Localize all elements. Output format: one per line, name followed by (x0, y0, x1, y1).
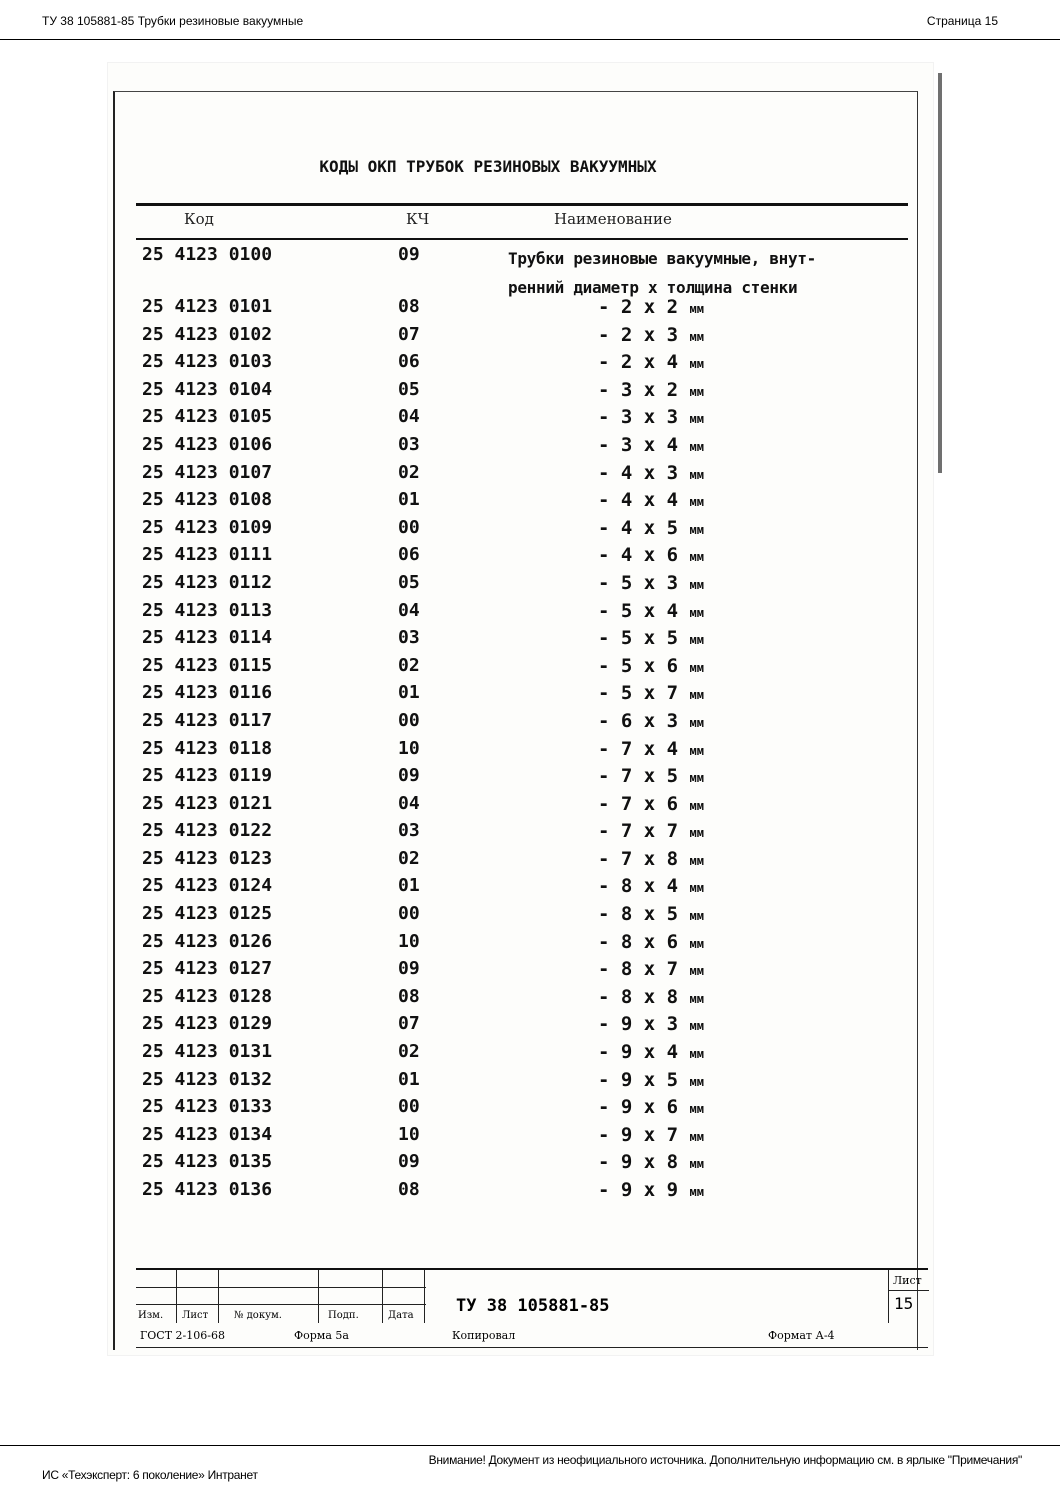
row-kch: 02 (398, 847, 420, 869)
row-size (598, 1124, 704, 1146)
table-row (108, 544, 908, 572)
row-code: 25 4123 0113 (142, 599, 273, 621)
first-row-name-line1: Трубки резиновые вакуумные, внут- (508, 249, 816, 268)
footer-notice: Внимание! Документ из неофициального источника. Дополнительную информацию см. в ярлыке "Примечания" (428, 1453, 1022, 1467)
row-size-value: - 8 x 7 (598, 958, 679, 981)
row-size (598, 903, 704, 925)
row-kch: 02 (398, 1041, 420, 1063)
row-kch: 05 (398, 378, 420, 400)
gost-label: ГОСТ 2-106-68 (140, 1329, 225, 1342)
row-code: 25 4123 0114 (142, 627, 273, 649)
row-size (598, 627, 704, 649)
row-kch: 01 (398, 1068, 420, 1090)
row-code: 25 4123 0116 (142, 682, 273, 704)
row-size-unit: мм (689, 964, 704, 979)
row-code: 25 4123 0102 (142, 323, 273, 345)
row-code: 25 4123 0115 (142, 654, 273, 676)
row-size (598, 848, 704, 870)
row-size (598, 986, 704, 1008)
header-rule-bottom (136, 238, 908, 240)
sheet-value: 15 (894, 1294, 914, 1313)
table-row (108, 517, 908, 545)
stamp-label-izm: Изм. (138, 1310, 164, 1321)
row-code: 25 4123 0104 (142, 378, 273, 400)
row-kch: 08 (398, 296, 420, 317)
format-label: Формат А-4 (768, 1329, 835, 1342)
table-row (108, 434, 908, 462)
row-kch: 08 (398, 985, 420, 1007)
form-line-rule (136, 1347, 928, 1348)
row-size-unit: мм (689, 357, 704, 372)
stamp-divider (176, 1270, 177, 1323)
row-code: 25 4123 0118 (142, 737, 273, 759)
row-size-unit: мм (689, 522, 704, 537)
row-code: 25 4123 0131 (142, 1041, 273, 1063)
row-size-value: - 3 x 2 (598, 378, 679, 401)
footer-rule (0, 1445, 1060, 1446)
row-size-value: - 2 x 2 (598, 296, 679, 318)
row-size (598, 710, 704, 732)
row-size (598, 765, 704, 787)
row-size (598, 434, 704, 456)
sheet-divider (889, 1290, 929, 1291)
row-kch: 03 (398, 820, 420, 842)
stamp-doc-number: ТУ 38 105881-85 (456, 1296, 610, 1316)
row-size-unit: мм (689, 605, 704, 620)
row-size-value: - 3 x 3 (598, 406, 679, 429)
row-size (598, 600, 704, 622)
row-code: 25 4123 0132 (142, 1068, 273, 1090)
row-size-unit: мм (689, 936, 704, 951)
column-header-code: Код (184, 210, 214, 228)
stamp-label-date: Дата (388, 1310, 414, 1321)
first-row-name (508, 244, 816, 302)
row-code: 25 4123 0103 (142, 351, 273, 373)
row-kch: 06 (398, 351, 420, 373)
row-size-unit: мм (689, 384, 704, 399)
top-header (0, 0, 1060, 40)
row-code: 25 4123 0135 (142, 1151, 273, 1173)
row-kch: 04 (398, 792, 420, 814)
first-row-name-line2: ренний диаметр х толщина стенки (508, 278, 798, 297)
row-size-unit: мм (689, 771, 704, 786)
scan-edge-mark (938, 73, 942, 473)
row-kch: 04 (398, 406, 420, 428)
row-size (598, 296, 704, 318)
row-size-value: - 8 x 4 (598, 875, 679, 898)
row-size-unit: мм (689, 329, 704, 344)
row-kch: 02 (398, 654, 420, 676)
table-row (108, 655, 908, 683)
stamp-label-podp: Подп. (328, 1310, 359, 1321)
row-size-value: - 9 x 3 (598, 1013, 679, 1036)
row-kch: 01 (398, 875, 420, 897)
row-size-value: - 5 x 7 (598, 682, 679, 705)
row-kch: 09 (398, 958, 420, 980)
row-size (598, 351, 704, 373)
row-size (598, 682, 704, 704)
table-row (108, 820, 908, 848)
table-row (108, 406, 908, 434)
row-size-unit: мм (689, 633, 704, 648)
row-size (598, 931, 704, 953)
row-code: 25 4123 0122 (142, 820, 273, 842)
row-code: 25 4123 0136 (142, 1179, 273, 1200)
row-size-unit: мм (689, 715, 704, 730)
table-row (108, 1151, 908, 1179)
row-size-value: - 7 x 7 (598, 820, 679, 843)
row-size-value: - 7 x 4 (598, 737, 679, 760)
row-size (598, 489, 704, 511)
row-size-unit: мм (689, 853, 704, 868)
row-size-unit: мм (689, 743, 704, 758)
row-size-unit: мм (689, 302, 704, 316)
row-size (598, 875, 704, 897)
row-size (598, 820, 704, 842)
row-kch: 01 (398, 682, 420, 704)
column-header-kch: КЧ (406, 210, 430, 228)
row-kch: 07 (398, 1013, 420, 1035)
row-size-value: - 7 x 6 (598, 792, 679, 815)
row-kch: 03 (398, 627, 420, 649)
row-kch: 09 (398, 765, 420, 787)
table-row (108, 848, 908, 876)
row-code: 25 4123 0129 (142, 1013, 273, 1035)
row-code: 25 4123 0126 (142, 930, 273, 952)
table-row (108, 351, 908, 379)
table-row (108, 1069, 908, 1097)
row-size-unit: мм (689, 1157, 704, 1172)
row-size-value: - 9 x 5 (598, 1068, 679, 1091)
row-code: 25 4123 0112 (142, 571, 273, 593)
row-size-value: - 9 x 8 (598, 1151, 679, 1174)
row-size-value: - 5 x 6 (598, 654, 679, 677)
row-kch: 10 (398, 930, 420, 952)
row-size-unit: мм (689, 577, 704, 592)
row-code: 25 4123 0111 (142, 544, 273, 566)
stamp-divider (424, 1270, 425, 1323)
sheet-label: Лист (893, 1274, 922, 1287)
page-number: Страница 15 (926, 14, 998, 28)
row-kch: 01 (398, 489, 420, 511)
row-size-unit: мм (689, 909, 704, 924)
row-size-value: - 8 x 5 (598, 903, 679, 926)
row-size-value: - 7 x 5 (598, 765, 679, 788)
table-row (108, 710, 908, 738)
stamp-label-doc-no: № докум. (234, 1310, 282, 1321)
row-size-value: - 5 x 3 (598, 571, 679, 594)
row-size-unit: мм (689, 495, 704, 510)
row-size (598, 793, 704, 815)
row-size-unit: мм (689, 439, 704, 454)
header-rule-top (136, 203, 908, 206)
row-size-value: - 9 x 6 (598, 1096, 679, 1119)
row-kch: 00 (398, 903, 420, 925)
row-size-unit: мм (689, 1047, 704, 1062)
table-row (108, 958, 908, 986)
table-row (108, 903, 908, 931)
table-row (108, 1124, 908, 1152)
table-row (108, 1013, 908, 1041)
row-size (598, 406, 704, 428)
row-size (598, 324, 704, 346)
row-size-unit: мм (689, 660, 704, 675)
row-size (598, 958, 704, 980)
row-size-value: - 8 x 6 (598, 930, 679, 953)
scanned-page (108, 63, 933, 1355)
row-code: 25 4123 0105 (142, 406, 273, 428)
row-code: 25 4123 0128 (142, 985, 273, 1007)
row-size (598, 738, 704, 760)
row-kch: 02 (398, 461, 420, 483)
row-size-value: - 2 x 4 (598, 351, 679, 374)
column-header-name: Наименование (554, 210, 672, 228)
row-size-value: - 9 x 7 (598, 1123, 679, 1146)
row-kch: 08 (398, 1179, 420, 1200)
table-row (108, 1096, 908, 1124)
table-row (108, 1179, 908, 1207)
row-size-unit: мм (689, 991, 704, 1006)
table-row (108, 738, 908, 766)
row-size-unit: мм (689, 467, 704, 482)
stamp-divider (318, 1270, 319, 1323)
row-code: 25 4123 0101 (142, 296, 273, 317)
stamp-divider (382, 1270, 383, 1323)
row-kch: 07 (398, 323, 420, 345)
table-row (108, 572, 908, 600)
row-kch: 00 (398, 709, 420, 731)
row-size-value: - 7 x 8 (598, 847, 679, 870)
row-size-unit: мм (689, 826, 704, 841)
row-size-unit: мм (689, 1129, 704, 1144)
row-size (598, 379, 704, 401)
table-row (108, 793, 908, 821)
row-size (598, 1151, 704, 1173)
table-row (108, 1041, 908, 1069)
stamp-divider (218, 1270, 219, 1323)
row-code: 25 4123 0121 (142, 792, 273, 814)
row-size-unit: мм (689, 688, 704, 703)
row-size (598, 1041, 704, 1063)
stamp-label-list: Лист (182, 1310, 209, 1321)
first-row-code: 25 4123 0100 (142, 244, 273, 265)
row-size (598, 1069, 704, 1091)
row-kch: 10 (398, 737, 420, 759)
row-size (598, 572, 704, 594)
row-size-value: - 4 x 6 (598, 544, 679, 567)
row-size-value: - 5 x 4 (598, 599, 679, 622)
row-size-value: - 4 x 5 (598, 516, 679, 539)
row-code: 25 4123 0119 (142, 765, 273, 787)
row-size-value: - 4 x 4 (598, 489, 679, 512)
row-kch: 06 (398, 544, 420, 566)
table-row (108, 931, 908, 959)
form-label: Форма 5а (294, 1329, 349, 1342)
row-kch: 04 (398, 599, 420, 621)
row-size-unit: мм (689, 1074, 704, 1089)
row-size (598, 1013, 704, 1035)
row-size-value: - 9 x 4 (598, 1041, 679, 1064)
row-size-unit: мм (689, 412, 704, 427)
row-size-unit: мм (689, 798, 704, 813)
row-code: 25 4123 0106 (142, 433, 273, 455)
row-size (598, 1096, 704, 1118)
row-code: 25 4123 0134 (142, 1123, 273, 1145)
table-row (108, 296, 908, 324)
row-kch: 09 (398, 1151, 420, 1173)
table-row (108, 600, 908, 628)
document-title: ТУ 38 105881-85 Трубки резиновые вакуумные (42, 14, 304, 28)
row-code: 25 4123 0123 (142, 847, 273, 869)
row-kch: 00 (398, 516, 420, 538)
row-size (598, 517, 704, 539)
first-row-kch: 09 (398, 244, 420, 265)
row-code: 25 4123 0108 (142, 489, 273, 511)
table-row (108, 627, 908, 655)
row-size (598, 655, 704, 677)
table-row (108, 986, 908, 1014)
row-size-value: - 8 x 8 (598, 985, 679, 1008)
row-size-value: - 3 x 4 (598, 433, 679, 456)
row-code: 25 4123 0124 (142, 875, 273, 897)
row-kch: 10 (398, 1123, 420, 1145)
title-block (136, 1268, 928, 1323)
row-size-unit: мм (689, 1102, 704, 1117)
table-row (108, 875, 908, 903)
table-row (108, 379, 908, 407)
table-row (108, 324, 908, 352)
row-code: 25 4123 0117 (142, 709, 273, 731)
form-line (136, 1326, 928, 1344)
row-size-unit: мм (689, 550, 704, 565)
row-code: 25 4123 0133 (142, 1096, 273, 1118)
row-size-unit: мм (689, 1185, 704, 1199)
table-row (108, 682, 908, 710)
row-size (598, 1179, 704, 1201)
row-size-unit: мм (689, 881, 704, 896)
code-table (108, 296, 908, 1207)
footer-system: ИС «Техэксперт: 6 поколение» Интранет (42, 1468, 258, 1482)
row-size-unit: мм (689, 1019, 704, 1034)
row-code: 25 4123 0127 (142, 958, 273, 980)
row-kch: 00 (398, 1096, 420, 1118)
row-code: 25 4123 0107 (142, 461, 273, 483)
row-size-value: - 9 x 9 (598, 1179, 679, 1201)
table-row (108, 489, 908, 517)
row-size-value: - 6 x 3 (598, 709, 679, 732)
row-size-value: - 5 x 5 (598, 627, 679, 650)
copied-label: Копировал (452, 1329, 516, 1342)
row-size-value: - 4 x 3 (598, 461, 679, 484)
row-code: 25 4123 0109 (142, 516, 273, 538)
row-size (598, 462, 704, 484)
row-size (598, 544, 704, 566)
row-kch: 03 (398, 433, 420, 455)
row-size-value: - 2 x 3 (598, 323, 679, 346)
row-code: 25 4123 0125 (142, 903, 273, 925)
sheet-box (888, 1270, 929, 1323)
table-row (108, 462, 908, 490)
doc-heading: КОДЫ ОКП ТРУБОК РЕЗИНОВЫХ ВАКУУМНЫХ (319, 157, 657, 176)
row-kch: 05 (398, 571, 420, 593)
table-row (108, 765, 908, 793)
